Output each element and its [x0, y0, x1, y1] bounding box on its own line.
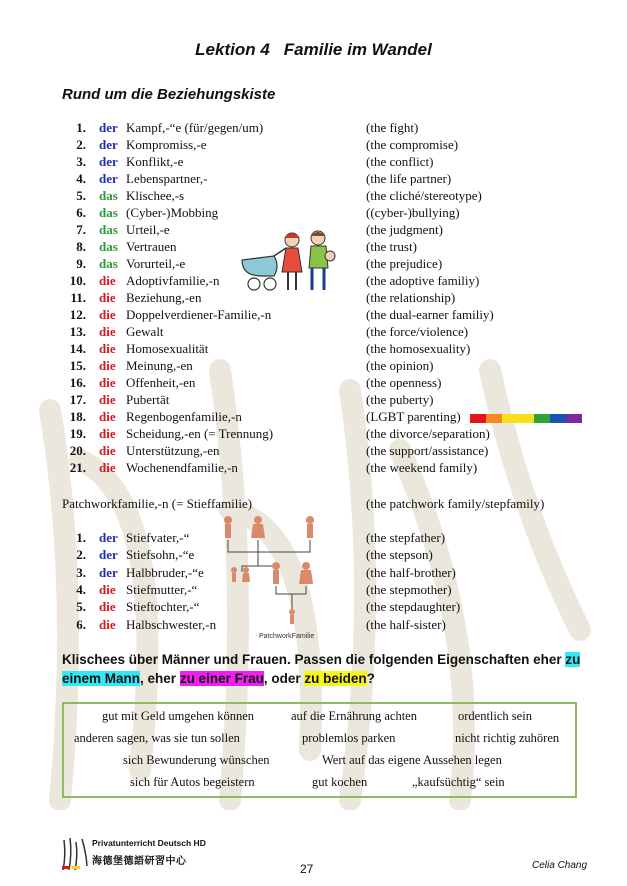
rainbow-flag-bar — [470, 414, 582, 423]
vocab-number: 5. — [76, 599, 86, 615]
vocab-number: 6. — [76, 616, 86, 632]
vocab-word: Konflikt,-e — [126, 154, 184, 169]
vocab-word: Vertrauen — [126, 239, 177, 254]
vocab-number: 2. — [76, 137, 86, 152]
vocab-number: 6. — [76, 205, 86, 220]
rainbow-stripe — [550, 414, 566, 423]
footer-org-chinese: 海德堡德語研習中心 — [92, 856, 187, 867]
vocab-translation: (the opinion) — [366, 358, 434, 373]
vocab-number: 5. — [76, 188, 86, 203]
box-word: ordentlich sein — [458, 709, 532, 723]
vocab-translation: ((cyber-)bullying) — [366, 205, 460, 220]
vocab-number: 11. — [70, 290, 86, 305]
vocab-article: die — [99, 426, 116, 441]
vocab-word: Beziehung,-en — [126, 290, 202, 305]
rainbow-stripe — [486, 414, 502, 423]
rainbow-stripe — [502, 414, 518, 423]
rainbow-stripe — [566, 414, 582, 423]
page-number: 27 — [300, 862, 314, 876]
vocab-article: die — [99, 307, 116, 322]
cliche-text-1: Klischees über Männer und Frauen. Passen die folgenden Eigenschaften eher — [62, 652, 562, 667]
vocab-translation: (the stepfather) — [366, 530, 446, 545]
vocab-article: die — [99, 616, 116, 632]
vocab-translation: (the force/violence) — [366, 324, 469, 339]
rainbow-stripe — [518, 414, 534, 423]
cliche-text-3: , oder — [263, 671, 301, 686]
vocab-word: Wochenendfamilie,-n — [126, 460, 238, 475]
vocab-article: der — [99, 137, 118, 152]
vocab-word: Pubertät — [126, 392, 170, 407]
vocab-article: der — [99, 564, 118, 580]
vocab-number: 14. — [69, 341, 86, 356]
vocab-word: Gewalt — [126, 324, 164, 339]
vocab-number: 1. — [76, 530, 86, 545]
vocab-number: 9. — [76, 256, 86, 271]
vocab-article: die — [99, 290, 116, 305]
vocab-word: Kampf,-“e (für/gegen/um) — [126, 120, 264, 135]
vocab-article: die — [99, 581, 116, 597]
box-word: sich für Autos begeistern — [130, 775, 255, 789]
vocab-translation: (the compromise) — [366, 137, 459, 152]
lesson-topic: Familie im Wandel — [283, 40, 432, 59]
vocab-number: 21. — [69, 460, 86, 475]
vocab-number: 12. — [69, 307, 86, 322]
vocab-word: Urteil,-e — [126, 222, 170, 237]
rainbow-stripe — [534, 414, 550, 423]
author-name: Celia Chang — [532, 860, 588, 871]
vocab-word: Regenbogenfamilie,-n — [126, 409, 242, 424]
vocab-number: 4. — [76, 581, 86, 597]
vocab-article: der — [99, 547, 118, 563]
vocab-number: 16. — [69, 375, 86, 390]
vocab-article: die — [99, 599, 116, 615]
vocab-translation: (the openness) — [366, 375, 442, 390]
patchwork-family-tree-illustration — [214, 514, 344, 640]
section-subtitle: Rund um die Beziehungskiste — [62, 86, 276, 103]
vocab-translation: (the stepmother) — [366, 581, 452, 597]
vocab-translation: (the dual-earner familiy) — [366, 307, 494, 322]
vocab-translation: (the half-sister) — [366, 616, 446, 632]
vocab-word: Stiefmutter,-“ — [126, 581, 198, 597]
vocab-word: Unterstützung,-en — [126, 443, 220, 458]
vocab-article: die — [99, 358, 116, 373]
vocab-article: die — [99, 341, 116, 356]
vocab-translation: (the divorce/separation) — [366, 426, 490, 441]
vocab-article: die — [99, 443, 116, 458]
box-word: gut mit Geld umgehen können — [102, 709, 255, 723]
box-word: anderen sagen, was sie tun sollen — [74, 731, 240, 745]
patchwork-image-caption: PatchworkFamilie — [259, 633, 315, 640]
vocab-word: Halbschwester,-n — [126, 616, 217, 632]
vocab-word: Halbbruder,-“e — [126, 564, 204, 580]
vocab-translation: (the cliché/stereotype) — [366, 188, 482, 203]
vocab-number: 20. — [69, 443, 86, 458]
vocab-translation: (the adoptive familiy) — [366, 273, 480, 288]
cliche-text-2: , eher — [140, 671, 177, 686]
couple-with-stroller-illustration — [234, 226, 342, 294]
vocab-article: die — [99, 324, 116, 339]
vocab-number: 7. — [76, 222, 86, 237]
box-word: sich Bewunderung wünschen — [123, 753, 270, 767]
vocab-article: das — [99, 256, 118, 271]
vocab-article: der — [99, 530, 118, 545]
vocab-word: Adoptivfamilie,-n — [126, 273, 220, 288]
footer-org-name: Privatunterricht Deutsch HD — [92, 838, 206, 848]
vocab-word: Offenheit,-en — [126, 375, 196, 390]
vocab-number: 3. — [76, 564, 86, 580]
page-title — [0, 40, 627, 60]
box-word: nicht richtig zuhören — [455, 731, 560, 745]
highlight-man: zu einem Mann — [62, 652, 581, 686]
vocab-article: das — [99, 222, 118, 237]
vocab-article: das — [99, 205, 118, 220]
vocab-translation: (the trust) — [366, 239, 417, 254]
vocab-word: Stieftochter,-“ — [126, 599, 200, 615]
vocab-number: 19. — [69, 426, 86, 441]
vocab-translation: (LGBT parenting) — [366, 409, 461, 424]
vocab-word: Stiefsohn,-“e — [126, 547, 195, 563]
box-word: gut kochen — [312, 775, 368, 789]
vocab-word: Klischee,-s — [126, 188, 185, 203]
vocab-article: der — [99, 171, 118, 186]
vocab-translation: (the half-brother) — [366, 564, 456, 580]
vocab-word: Doppelverdiener-Familie,-n — [126, 307, 272, 322]
highlight-both: zu beiden — [304, 671, 367, 686]
vocab-translation: (the puberty) — [366, 392, 434, 407]
vocab-translation: (the relationship) — [366, 290, 456, 305]
vocab-word: Lebenspartner,- — [126, 171, 208, 186]
vocab-number: 10. — [69, 273, 86, 288]
vocab-translation: (the stepdaughter) — [366, 599, 461, 615]
vocab-number: 1. — [76, 120, 86, 135]
vocab-article: die — [99, 392, 116, 407]
patchwork-heading: Patchworkfamilie,-n (= Stieffamilie) — [62, 496, 253, 511]
vocab-word: Meinung,-en — [126, 358, 193, 373]
vocab-translation: (the conflict) — [366, 154, 434, 169]
vocab-number: 13. — [69, 324, 86, 339]
school-logo-icon — [60, 836, 90, 872]
vocab-translation: (the fight) — [366, 120, 419, 135]
vocab-number: 2. — [76, 547, 86, 563]
box-word: Wert auf das eigene Aussehen legen — [322, 753, 502, 767]
vocab-article: die — [99, 460, 116, 475]
box-word: auf die Ernährung achten — [291, 709, 417, 723]
vocab-translation: (the support/assistance) — [366, 443, 489, 458]
rainbow-stripe — [470, 414, 486, 423]
vocab-translation: (the prejudice) — [366, 256, 443, 271]
vocab-word: Vorurteil,-e — [126, 256, 186, 271]
vocab-article: der — [99, 120, 118, 135]
box-word: problemlos parken — [302, 731, 396, 745]
vocab-word: Homosexualität — [126, 341, 209, 356]
vocab-word: Scheidung,-en (= Trennung) — [126, 426, 274, 441]
vocab-translation: (the homosexuality) — [366, 341, 471, 356]
vocab-word: Stiefvater,-“ — [126, 530, 190, 545]
vocab-article: die — [99, 375, 116, 390]
vocab-article: der — [99, 154, 118, 169]
highlight-woman: zu einer Frau — [179, 671, 264, 686]
vocab-number: 4. — [76, 171, 86, 186]
vocab-translation: (the life partner) — [366, 171, 452, 186]
vocab-number: 18. — [69, 409, 86, 424]
cliche-instruction — [62, 650, 582, 688]
lesson-number: Lektion 4 — [195, 40, 270, 59]
vocab-article: das — [99, 188, 118, 203]
vocab-word: (Cyber-)Mobbing — [126, 205, 219, 220]
vocab-word: Kompromiss,-e — [126, 137, 207, 152]
vocab-number: 8. — [76, 239, 86, 254]
box-word: „kaufsüchtig“ sein — [412, 775, 505, 789]
vocab-number: 3. — [76, 154, 86, 169]
vocab-number: 15. — [69, 358, 86, 373]
vocab-translation: (the weekend family) — [366, 460, 478, 475]
vocab-article: die — [99, 273, 116, 288]
word-box — [62, 702, 577, 798]
vocab-article: die — [99, 409, 116, 424]
cliche-text-4: ? — [366, 671, 375, 686]
patchwork-heading-translation: (the patchwork family/stepfamily) — [366, 496, 545, 511]
vocab-translation: (the stepson) — [366, 547, 433, 563]
vocab-number: 17. — [69, 392, 86, 407]
vocab-translation: (the judgment) — [366, 222, 443, 237]
vocab-article: das — [99, 239, 118, 254]
